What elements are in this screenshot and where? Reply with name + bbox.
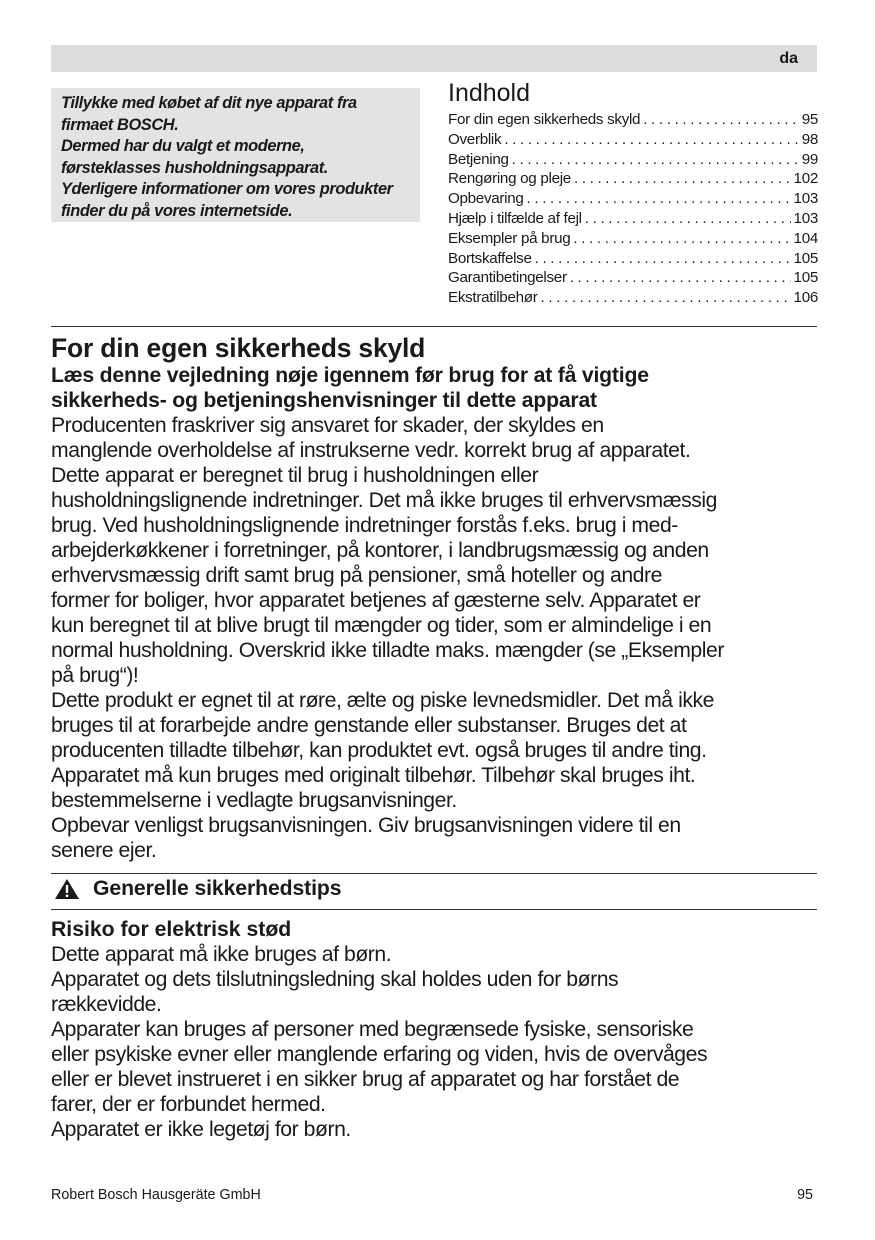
toc-entry[interactable] bbox=[448, 209, 818, 229]
body-line: Producenten fraskriver sig ansvaret for skader, der skyldes en bbox=[51, 414, 604, 437]
toc-entry-label: Betjening bbox=[448, 150, 509, 168]
body-line: bestemmelserne i vedlagte brugsanvisninger. bbox=[51, 789, 457, 812]
toc-entry[interactable] bbox=[448, 150, 818, 170]
body-line: Dette produkt er egnet til at røre, ælte og piske levnedsmidler. Det må ikke bbox=[51, 689, 714, 712]
toc-entry-label: Rengøring og pleje bbox=[448, 170, 571, 188]
general-tips-title: Generelle sikkerhedstips bbox=[93, 877, 342, 900]
footer-company: Robert Bosch Hausgeräte GmbH bbox=[51, 1187, 261, 1203]
body-line: eller er blevet instrueret i en sikker brug af apparatet og har forstået de bbox=[51, 1068, 680, 1091]
body-line: eller psykiske evner eller manglende erfaring og viden, hvis de overvåges bbox=[51, 1043, 708, 1066]
body-line: Apparatet må kun bruges med originalt tilbehør. Tilbehør skal bruges iht. bbox=[51, 764, 696, 787]
body-line: brug. Ved husholdningslignende indretninger forstås f.eks. brug i med- bbox=[51, 514, 678, 537]
section-title: For din egen sikkerheds skyld bbox=[51, 333, 426, 363]
toc-entry[interactable] bbox=[448, 169, 818, 189]
body-line: arbejderkøkkener i forretninger, på kontorer, i landbrugsmæssig og anden bbox=[51, 539, 709, 562]
language-code: da bbox=[779, 50, 798, 67]
toc-entry-page: 106 bbox=[793, 289, 818, 307]
toc-entry-page: 105 bbox=[793, 249, 818, 267]
body-line: Dette apparat er beregnet til brug i husholdningen eller bbox=[51, 464, 539, 487]
body-line: normal husholdning. Overskrid ikke tilladte maks. mængder (se „Eksempler bbox=[51, 639, 724, 662]
general-tips-section bbox=[51, 917, 826, 1142]
toc-entry-page: 103 bbox=[793, 190, 818, 208]
body-line: kun beregnet til at blive brugt til mængder og tider, som er almindelige i en bbox=[51, 614, 712, 637]
intro-line: Dermed har du valgt et moderne, bbox=[61, 137, 305, 156]
warning-icon bbox=[54, 877, 80, 901]
body-line: Apparatet og dets tilslutningsledning skal holdes uden for børns bbox=[51, 968, 619, 991]
section-subtitle: sikkerheds- og betjeningshenvisninger til dette apparat bbox=[51, 389, 597, 412]
section-subtitle: Læs denne vejledning nøje igennem før brug for at få vigtige bbox=[51, 364, 649, 387]
section-divider bbox=[51, 326, 817, 327]
toc-entry[interactable] bbox=[448, 268, 818, 288]
body-line: Apparatet er ikke legetøj for børn. bbox=[51, 1118, 351, 1141]
body-line: former for boliger, hvor apparatet betjenes af gæsterne selv. Apparatet er bbox=[51, 589, 701, 612]
toc-entry[interactable] bbox=[448, 249, 818, 269]
body-line: husholdningslignende indretninger. Det må ikke bruges til erhvervsmæssig bbox=[51, 489, 717, 512]
toc-entry-label: Garantibetingelser bbox=[448, 269, 567, 287]
body-line: bruges til at forarbejde andre genstande eller substanser. Bruges det at bbox=[51, 714, 687, 737]
intro-line: finder du på vores internetside. bbox=[61, 201, 293, 220]
toc-entry-page: 104 bbox=[793, 229, 818, 247]
toc-entry-page: 102 bbox=[793, 170, 818, 188]
body-line: Opbevar venligst brugsanvisningen. Giv brugsanvisningen videre til en bbox=[51, 814, 681, 837]
section-divider bbox=[51, 873, 817, 874]
toc-entry[interactable] bbox=[448, 288, 818, 308]
toc-entry-label: Overblik bbox=[448, 130, 502, 148]
general-tips-heading bbox=[51, 877, 817, 901]
section-divider bbox=[51, 909, 817, 910]
risk-heading: Risiko for elektrisk stød bbox=[51, 918, 292, 941]
toc-entry-page: 105 bbox=[793, 269, 818, 287]
toc-entry-label: Opbevaring bbox=[448, 190, 524, 208]
toc-entry-page: 103 bbox=[793, 209, 818, 227]
body-line: Apparater kan bruges af personer med begrænsede fysiske, sensoriske bbox=[51, 1018, 694, 1041]
body-line: rækkevidde. bbox=[51, 993, 162, 1016]
intro-box bbox=[51, 88, 420, 222]
body-line: erhvervsmæssig drift samt brug på pensioner, små hoteller og andre bbox=[51, 564, 662, 587]
toc-entry-page: 98 bbox=[801, 130, 818, 148]
body-line: manglende overholdelse af instrukserne vedr. korrekt brug af apparatet. bbox=[51, 439, 691, 462]
intro-line: Tillykke med købet af dit nye apparat fra bbox=[61, 94, 357, 112]
toc-entry[interactable] bbox=[448, 110, 818, 130]
body-line: Dette apparat må ikke bruges af børn. bbox=[51, 943, 392, 966]
body-line: producenten tilladte tilbehør, kan produktet evt. også bruges til andre ting. bbox=[51, 739, 707, 762]
toc-entry-page: 99 bbox=[801, 150, 818, 168]
body-line: senere ejer. bbox=[51, 839, 157, 862]
language-bar bbox=[51, 45, 817, 72]
toc-entry[interactable] bbox=[448, 189, 818, 209]
table-of-contents bbox=[448, 77, 818, 308]
toc-entry[interactable] bbox=[448, 229, 818, 249]
toc-title: Indhold bbox=[448, 79, 531, 107]
toc-entry-label: For din egen sikkerheds skyld bbox=[448, 111, 641, 128]
toc-entry-label: Ekstratilbehør bbox=[448, 289, 538, 307]
toc-entry-label: Hjælp i tilfælde af fejl bbox=[448, 209, 582, 227]
body-line: på brug“)! bbox=[51, 664, 139, 687]
toc-entry-label: Bortskaffelse bbox=[448, 249, 532, 267]
safety-section bbox=[51, 333, 826, 863]
body-line: farer, der er forbundet hermed. bbox=[51, 1093, 326, 1116]
toc-entry-label: Eksempler på brug bbox=[448, 229, 571, 247]
toc-entry-page: 95 bbox=[801, 111, 818, 128]
toc-entry[interactable] bbox=[448, 130, 818, 150]
intro-line: Yderligere informationer om vores produkter bbox=[61, 180, 393, 199]
intro-line: førsteklasses husholdningsapparat. bbox=[61, 158, 328, 177]
page-footer bbox=[51, 1187, 813, 1203]
page-number: 95 bbox=[797, 1187, 813, 1203]
intro-line: firmaet BOSCH. bbox=[61, 115, 179, 134]
